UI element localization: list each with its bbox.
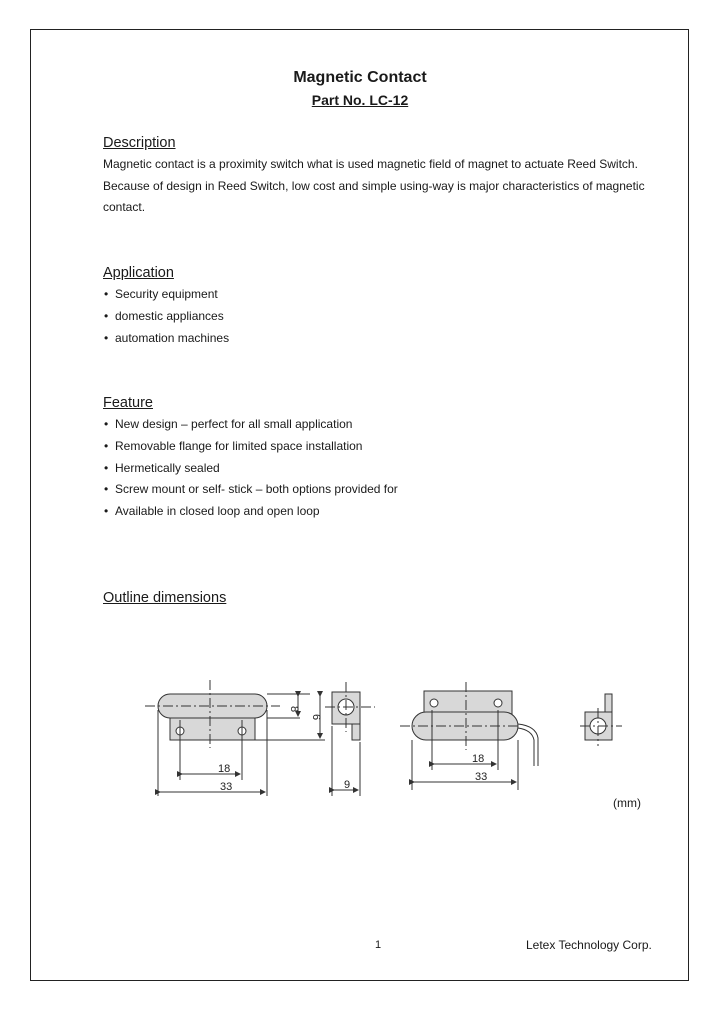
application-heading: Application: [103, 265, 174, 281]
dim-label-33: 33: [475, 771, 488, 783]
dim-label-33: 33: [220, 781, 233, 793]
part-number: Part No. LC-12: [311, 92, 409, 108]
document-title: Magnetic Contact: [293, 69, 427, 86]
description-text: [103, 154, 663, 219]
description-line: Magnetic contact is a proximity switch what is used magnetic field of magnet to actuate Reed Switch.: [103, 157, 638, 171]
dim-label-9: 9: [344, 779, 351, 791]
dim-label-8: 8: [288, 706, 300, 713]
dim-label-6: 6: [310, 714, 322, 721]
description-heading: Description: [103, 135, 176, 151]
description-line: contact.: [103, 200, 146, 214]
switch-front-view: [145, 680, 325, 796]
dim-label-18: 18: [218, 763, 231, 775]
feature-item: • New design – perfect for all small application: [104, 417, 353, 431]
magnet-front-view: [400, 682, 538, 790]
company-name: Letex Technology Corp.: [526, 938, 652, 952]
description-line: Because of design in Reed Switch, low cost and simple using-way is major characteristics of magnetic: [103, 178, 645, 193]
feature-item: • Hermetically sealed: [104, 461, 220, 475]
feature-item: • Available in closed loop and open loop: [104, 504, 320, 518]
outline-heading: Outline dimensions: [103, 590, 227, 606]
dim-label-18: 18: [472, 753, 485, 765]
application-item: • Security equipment: [104, 287, 218, 301]
feature-heading: Feature: [103, 395, 153, 411]
application-item: • domestic appliances: [104, 309, 224, 323]
outline-drawing: [140, 670, 640, 800]
feature-item: • Removable flange for limited space installation: [104, 439, 363, 453]
unit-label: (mm): [613, 796, 641, 810]
application-item: • automation machines: [104, 331, 230, 345]
feature-item: • Screw mount or self- stick – both options provided for: [104, 482, 398, 496]
page-number: 1: [375, 939, 382, 951]
magnet-side-view: [580, 694, 622, 746]
